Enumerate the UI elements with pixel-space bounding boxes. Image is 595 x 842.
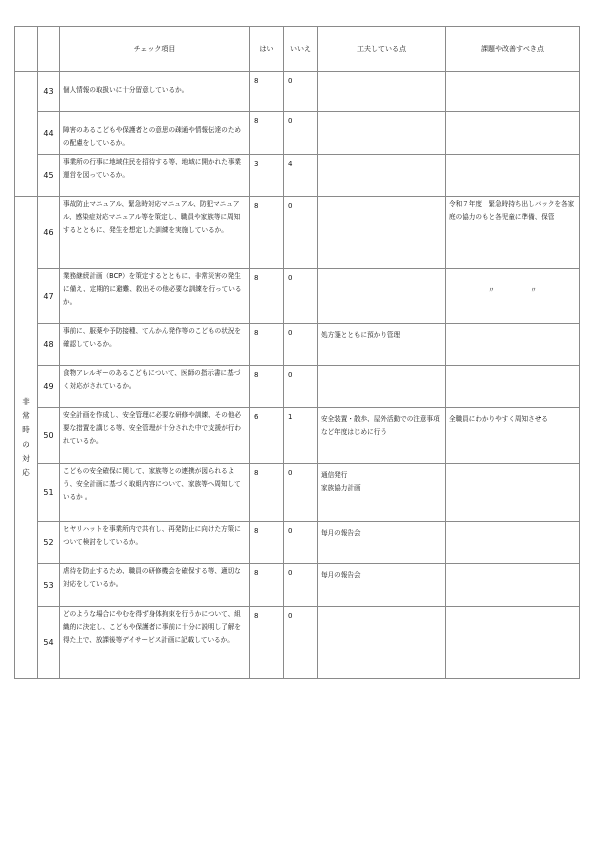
effort-line: 家族協力計画 (321, 483, 361, 492)
no-count: 0 (284, 72, 318, 112)
no-count: 0 (284, 366, 318, 408)
yes-count: 8 (250, 197, 284, 269)
row-number: 54 (38, 607, 60, 679)
table-row (15, 366, 580, 408)
yes-count: 8 (250, 324, 284, 366)
row-number: 53 (38, 564, 60, 607)
yes-count: 8 (250, 366, 284, 408)
no-count: 0 (284, 607, 318, 679)
row-number: 43 (38, 72, 60, 112)
self-evaluation-table (14, 26, 580, 679)
issue-note (446, 564, 580, 607)
check-item-text: 虐待を防止するため、職員の研修機会を確保する等、適切な対応をしているか。 (60, 564, 250, 607)
row-number: 49 (38, 366, 60, 408)
check-item-text: 障害のあるこどもや保護者との意思の疎通や情報伝達のための配慮をしているか。 (60, 112, 250, 155)
yes-count: 8 (250, 72, 284, 112)
effort-note (318, 112, 446, 155)
yes-count: 8 (250, 269, 284, 324)
no-count: 0 (284, 464, 318, 522)
issue-note (446, 522, 580, 564)
row-number: 46 (38, 197, 60, 269)
row-number: 47 (38, 269, 60, 324)
no-count: 0 (284, 197, 318, 269)
table-row (15, 564, 580, 607)
header-check-item: チェック項目 (60, 27, 250, 72)
issue-note (446, 366, 580, 408)
table-row (15, 269, 580, 324)
category-cell-blank (15, 72, 38, 197)
check-item-text: こどもの安全確保に関して、家族等との連携が図られるよう、安全計画に基づく取組内容について、家族等へ周知しているか 。 (60, 464, 250, 522)
table-row (15, 324, 580, 366)
check-item-text: どのような場合にやむを得ず身体拘束を行うかについて、組織的に決定し、こどもや保護者に事前に十分に説明し了解を得た上で、放課後等デイサービス計画に記載しているか。 (60, 607, 250, 679)
table-row (15, 464, 580, 522)
issue-note: 令和７年度 緊急時持ち出しバックを各家庭の協力のもと各児童に準備、保管 (446, 197, 580, 269)
effort-note: 毎月の報告会 (318, 522, 446, 564)
row-number: 51 (38, 464, 60, 522)
check-item-text: 個人情報の取扱いに十分留意しているか。 (60, 72, 250, 112)
row-number: 52 (38, 522, 60, 564)
effort-note (318, 72, 446, 112)
table-row (15, 112, 580, 155)
check-item-text: 安全計画を作成し、安全管理に必要な研修や訓練、その他必要な措置を講じる等、安全管理が十分された中で支援が行われているか。 (60, 408, 250, 464)
effort-note: 安全装置・散歩、屋外活動での注意事項など年度はじめに行う (318, 408, 446, 464)
issue-note (446, 269, 580, 324)
header-category (15, 27, 38, 72)
no-count: 1 (284, 408, 318, 464)
no-count: 0 (284, 522, 318, 564)
effort-note (318, 197, 446, 269)
yes-count: 8 (250, 564, 284, 607)
no-count: 4 (284, 155, 318, 197)
issue-note (446, 324, 580, 366)
row-number: 50 (38, 408, 60, 464)
header-issue: 課題や改善すべき点 (446, 27, 580, 72)
table-row (15, 408, 580, 464)
check-item-text: ヒヤリハットを事業所内で共有し、再発防止に向けた方策について検討をしているか。 (60, 522, 250, 564)
issue-note: 全職員にわかりやすく周知させる (446, 408, 580, 464)
table-row (15, 155, 580, 197)
yes-count: 8 (250, 112, 284, 155)
issue-note (446, 72, 580, 112)
row-number: 48 (38, 324, 60, 366)
table-row (15, 607, 580, 679)
header-no: いいえ (284, 27, 318, 72)
header-row (15, 27, 580, 72)
ditto-mark: 〃 (488, 286, 495, 294)
no-count: 0 (284, 269, 318, 324)
table-row (15, 522, 580, 564)
no-count: 0 (284, 324, 318, 366)
row-number: 45 (38, 155, 60, 197)
table-row (15, 197, 580, 269)
effort-note (318, 269, 446, 324)
table-row (15, 72, 580, 112)
effort-line: 通信発行 (321, 471, 348, 479)
effort-note: 処方箋とともに預かり管理 (318, 324, 446, 366)
yes-count: 6 (250, 408, 284, 464)
row-number: 44 (38, 112, 60, 155)
check-item-text: 事業所の行事に地域住民を招待する等、地域に開かれた事業運営を図っているか。 (60, 155, 250, 197)
check-item-text: 業務継続計画（BCP）を策定するとともに、非常災害の発生に備え、定期的に避難、救出その他必要な訓練を行っているか。 (60, 269, 250, 324)
issue-note (446, 155, 580, 197)
yes-count: 8 (250, 464, 284, 522)
yes-count: 8 (250, 522, 284, 564)
issue-note (446, 607, 580, 679)
issue-note (446, 464, 580, 522)
check-item-text: 事故防止マニュアル、緊急時対応マニュアル、防犯マニュアル、感染症対応マニュアル等を策定し、職員や家族等に周知するとともに、発生を想定した訓練を実施しているか。 (60, 197, 250, 269)
check-item-text: 事前に、服薬や予防接種、てんかん発作等のこどもの状況を確認しているか。 (60, 324, 250, 366)
check-item-text: 食物アレルギーのあるこどもについて、医師の指示書に基づく対応がされているか。 (60, 366, 250, 408)
no-count: 0 (284, 112, 318, 155)
yes-count: 3 (250, 155, 284, 197)
effort-note: 毎月の報告会 (318, 564, 446, 607)
issue-note (446, 112, 580, 155)
ditto-mark: 〃 (530, 286, 537, 294)
effort-note (318, 607, 446, 679)
effort-note (318, 366, 446, 408)
header-number (38, 27, 60, 72)
effort-note (318, 464, 446, 522)
header-yes: はい (250, 27, 284, 72)
no-count: 0 (284, 564, 318, 607)
yes-count: 8 (250, 607, 284, 679)
effort-note (318, 155, 446, 197)
header-effort: 工夫している点 (318, 27, 446, 72)
category-emergency-response: 非 常 時 の 対 応 (15, 197, 38, 679)
